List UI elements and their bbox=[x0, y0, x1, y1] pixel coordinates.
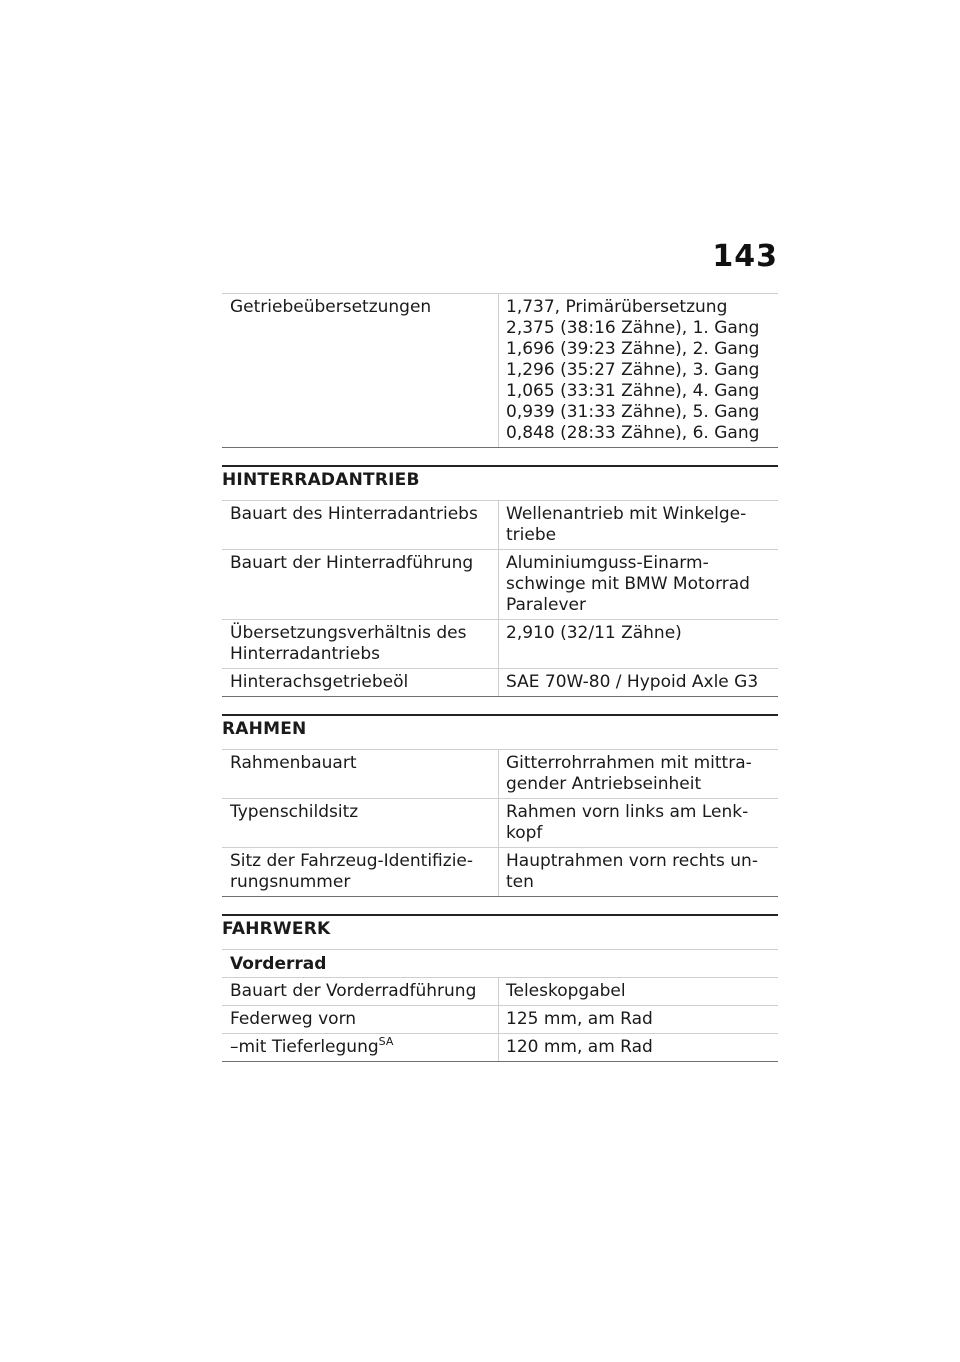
spec-value: Rahmen vorn links am Lenkkopf bbox=[499, 799, 779, 848]
spec-value: Hauptrahmen vorn rechts unten bbox=[499, 848, 779, 897]
chassis-table bbox=[222, 949, 778, 1062]
section-heading-chassis: FAHRWERK bbox=[222, 914, 778, 949]
spec-content bbox=[222, 293, 778, 1062]
spec-value: 120 mm, am Rad bbox=[499, 1034, 779, 1062]
spec-label: Bauart der Hinterradführung bbox=[222, 550, 499, 620]
spec-label: Hinterachsgetriebeöl bbox=[222, 669, 499, 697]
spec-label: Getriebeübersetzungen bbox=[222, 294, 499, 448]
gear-ratio: 1,737, Primärübersetzung bbox=[506, 297, 728, 317]
spec-value: Teleskopgabel bbox=[499, 978, 779, 1006]
table-row bbox=[222, 501, 778, 550]
spec-label: Rahmenbauart bbox=[222, 750, 499, 799]
frame-table bbox=[222, 749, 778, 897]
table-row bbox=[222, 550, 778, 620]
spec-value bbox=[499, 294, 779, 448]
option-marker: SA bbox=[378, 1035, 394, 1048]
table-subheading: Vorderrad bbox=[222, 950, 778, 978]
spec-value: Wellenantrieb mit Winkelgetriebe bbox=[499, 501, 779, 550]
spec-label-text: –mit Tieferlegung bbox=[230, 1037, 379, 1057]
spec-value: 2,910 (32/11 Zähne) bbox=[499, 620, 779, 669]
table-row bbox=[222, 978, 778, 1006]
section-heading-rear-drive: HINTERRADANTRIEB bbox=[222, 465, 778, 500]
gear-ratio: 2,375 (38:16 Zähne), 1. Gang bbox=[506, 318, 760, 338]
spec-label: Übersetzungsverhältnis des Hinterradantriebs bbox=[222, 620, 499, 669]
table-row bbox=[222, 848, 778, 897]
spec-label: Bauart der Vorderradführung bbox=[222, 978, 499, 1006]
page-number: 143 bbox=[712, 239, 778, 274]
spec-value: Aluminiumguss-Einarmschwinge mit BMW Motorrad Paralever bbox=[499, 550, 779, 620]
table-row bbox=[222, 294, 778, 448]
table-row bbox=[222, 799, 778, 848]
table-row bbox=[222, 1006, 778, 1034]
table-row bbox=[222, 669, 778, 697]
table-row bbox=[222, 950, 778, 978]
spec-label: Federweg vorn bbox=[222, 1006, 499, 1034]
spec-value: 125 mm, am Rad bbox=[499, 1006, 779, 1034]
gearbox-table bbox=[222, 293, 778, 448]
table-row bbox=[222, 620, 778, 669]
spec-value: Gitterrohrrahmen mit mittragender Antriebseinheit bbox=[499, 750, 779, 799]
spec-label bbox=[222, 1034, 499, 1062]
section-heading-frame: RAHMEN bbox=[222, 714, 778, 749]
gear-ratio: 0,939 (31:33 Zähne), 5. Gang bbox=[506, 402, 760, 422]
spec-label: Bauart des Hinterradantriebs bbox=[222, 501, 499, 550]
rear-drive-table bbox=[222, 500, 778, 697]
gear-ratio: 1,296 (35:27 Zähne), 3. Gang bbox=[506, 360, 760, 380]
spec-value: SAE 70W-80 / Hypoid Axle G3 bbox=[499, 669, 779, 697]
spec-label: Typenschildsitz bbox=[222, 799, 499, 848]
gear-ratio: 0,848 (28:33 Zähne), 6. Gang bbox=[506, 423, 760, 443]
gear-ratio: 1,065 (33:31 Zähne), 4. Gang bbox=[506, 381, 760, 401]
spec-label: Sitz der Fahrzeug-Identifizierungsnummer bbox=[222, 848, 499, 897]
table-row bbox=[222, 750, 778, 799]
table-row bbox=[222, 1034, 778, 1062]
gear-ratio: 1,696 (39:23 Zähne), 2. Gang bbox=[506, 339, 760, 359]
